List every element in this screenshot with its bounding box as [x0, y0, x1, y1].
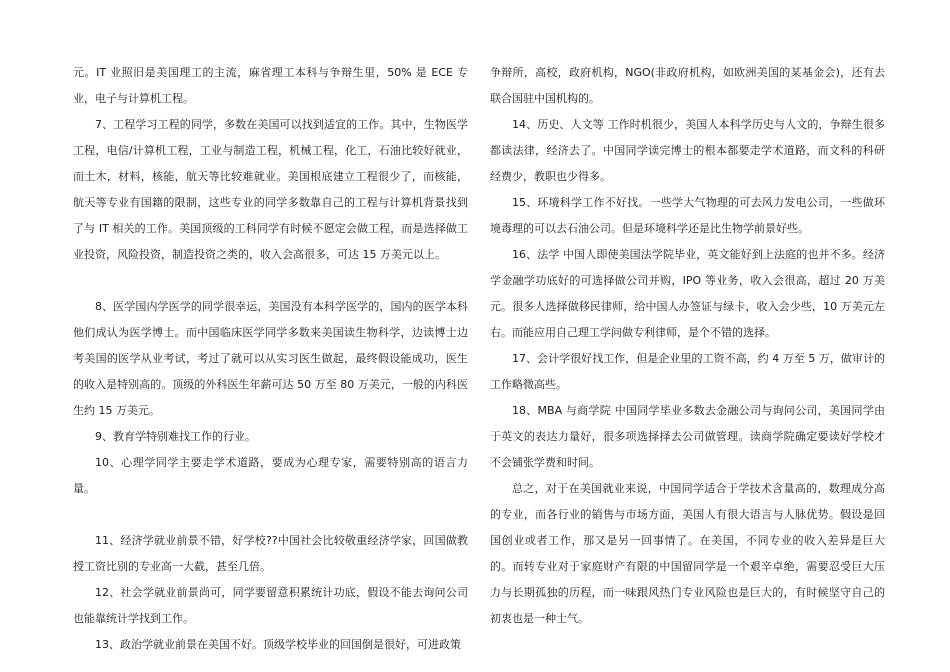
paragraph-summary: 总之，对于在美国就业来说，中国同学适合于学技术含量高的，数理成分高的专业，而各行业的销售与市场方面，美国人有很大语言与人脉优势。假设是回国创业或者工作，那又是另一回事情了。在美国，不同专业的收入差异是巨大的。而转专业对于家庭财产有限的中国留同学是一个艰辛卓绝，需要忍受巨大压力与长期孤独的历程，而一味跟风热门专业风险也是巨大的，有时候坚守自己的初衷也是一种士气。 — [490, 482, 885, 625]
paragraph-17-accounting: 17、会计学很好找工作，但是企业里的工资不高，约 4 万至 5 万，做审计的工作略微高些。 — [490, 352, 885, 391]
paragraph-13-politics: 13、政治学就业前景在美国不好。顶级学校毕业的回国倒是很好，可进政策 — [95, 638, 461, 651]
paragraph-12-sociology: 12、社会学就业前景尚可，同学要留意积累统计功底，假设不能去询问公司也能靠统计学找到工作。 — [73, 586, 468, 625]
paragraph-11-economics: 11、经济学就业前景不错，好学校??中国社会比较敬重经济学家，回国做教授工资比别的专业高一大截，甚至几倍。 — [73, 534, 468, 573]
paragraph-9-education: 9、教育学特别难找工作的行业。 — [95, 430, 256, 443]
paragraph-16-law: 16、法学 中国人即使美国法学院毕业，英文能好到上法庭的也并不多。经济学金融学功底好的可选择做公司并购，IPO 等业务，收入会很高，超过 20 万美元。很多人选择做移民律师，给中国人办签证与绿卡，收入会少些，10 万美元左右。而能应用自己理工学问做专利律师，是个不错的选择。 — [490, 248, 885, 339]
paragraph-10-psychology: 10、心理学同学主要走学术道路，要成为心理专家，需要特别高的语言力量。 — [73, 456, 468, 495]
paragraph-gap — [73, 502, 468, 528]
paragraph-18-mba-business: 18、MBA 与商学院 中国同学毕业多数去金融公司与询问公司，美国同学由于英文的表达力量好，很多项选择择去公司做管理。读商学院确定要读好学校才不会铺张学费和时间。 — [490, 404, 885, 469]
paragraph-gap — [73, 268, 468, 294]
paragraph-7-engineering: 7、工程学习工程的同学，多数在美国可以找到适宜的工作。其中，生物医学工程，电信/计算机工程，工业与制造工程，机械工程，化工，石油比较好就业，而土木，材料，核能，航天等比较难就业。美国根底建立工程很少了，而核能，航天等专业有国籍的限制，这些专业的同学多数靠自己的工程与计算机背景找到了与 IT 相关的工作。美国顶级的工科同学有时候不愿定会做工程，而是选择做工业投资，风险投资，制造投资之类的，收入会高很多，可达 15 万美元以上。 — [73, 118, 468, 261]
paragraph-it-ece: 元。IT 业照旧是美国理工的主流，麻省理工本科与争辩生里，50% 是 ECE 专业，电子与计算机工程。 — [73, 66, 468, 105]
left-column — [73, 60, 468, 658]
right-column — [490, 60, 885, 632]
paragraph-8-medicine: 8、医学国内学医学的同学很幸运，美国没有本科学医学的，国内的医学本科他们成认为医学博士。而中国临床医学同学多数来美国读生物科学，边读博士边考美国的医学从业考试，考过了就可以从实习医生做起，最终假设能成功，医生的收入是特别高的。顶级的外科医生年薪可达 50 万至 80 万美元，一般的内科医生约 15 万美元。 — [73, 300, 468, 417]
paragraph-14-history-humanities: 14、历史、人文等 工作时机很少，美国人本科学历史与人文的，争辩生很多都读法律，经济去了。中国同学读完博士的根本都要走学术道路，而文科的科研经费少，教职也少得多。 — [490, 118, 885, 183]
paragraph-15-environmental-science: 15、环境科学工作不好找。一些学大气物理的可去风力发电公司，一些做环境毒理的可以去石油公司。但是环境科学还是比生物学前景好些。 — [490, 196, 885, 235]
paragraph-politics-continued: 争辩所，高校，政府机构，NGO(非政府机构，如欧洲美国的某基金会)，还有去联合国驻中国机构的。 — [490, 66, 885, 105]
